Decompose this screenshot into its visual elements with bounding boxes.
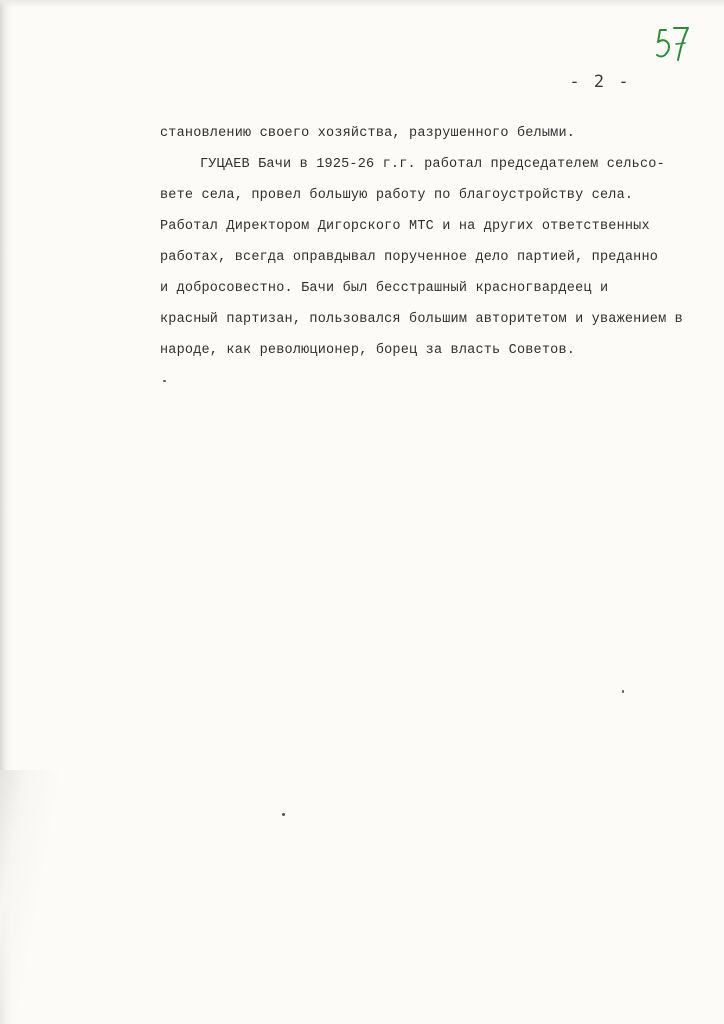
paper-speck — [282, 813, 285, 816]
text-line: вете села, провел большую работу по благоустройству села. — [160, 188, 634, 203]
scan-top-edge — [0, 0, 724, 8]
text-line: становлению своего хозяйства, разрушенного белыми. — [160, 126, 576, 141]
text-line: ГУЦАЕВ Бачи в 1925-26 г.г. работал председателем сельсо- — [200, 157, 665, 172]
text-line: Работал Директором Дигорского МТС и на других ответственных — [160, 219, 650, 234]
document-body — [160, 118, 720, 366]
text-line: работах, всегда оправдывал порученное дело партией, преданно — [160, 250, 659, 265]
paper-speck — [163, 380, 166, 382]
paper-speck — [622, 690, 624, 693]
page-number: - 2 - — [569, 72, 631, 92]
text-line: народе, как революционер, борец за власть Советов. — [160, 343, 576, 358]
scan-edge-fold — [0, 770, 60, 1024]
handwritten-folio-number — [652, 18, 702, 68]
text-line: красный партизан, пользовался большим авторитетом и уважением в — [160, 312, 683, 327]
text-line: и добросовестно. Бачи был бесстрашный красногвардеец и — [160, 281, 609, 296]
